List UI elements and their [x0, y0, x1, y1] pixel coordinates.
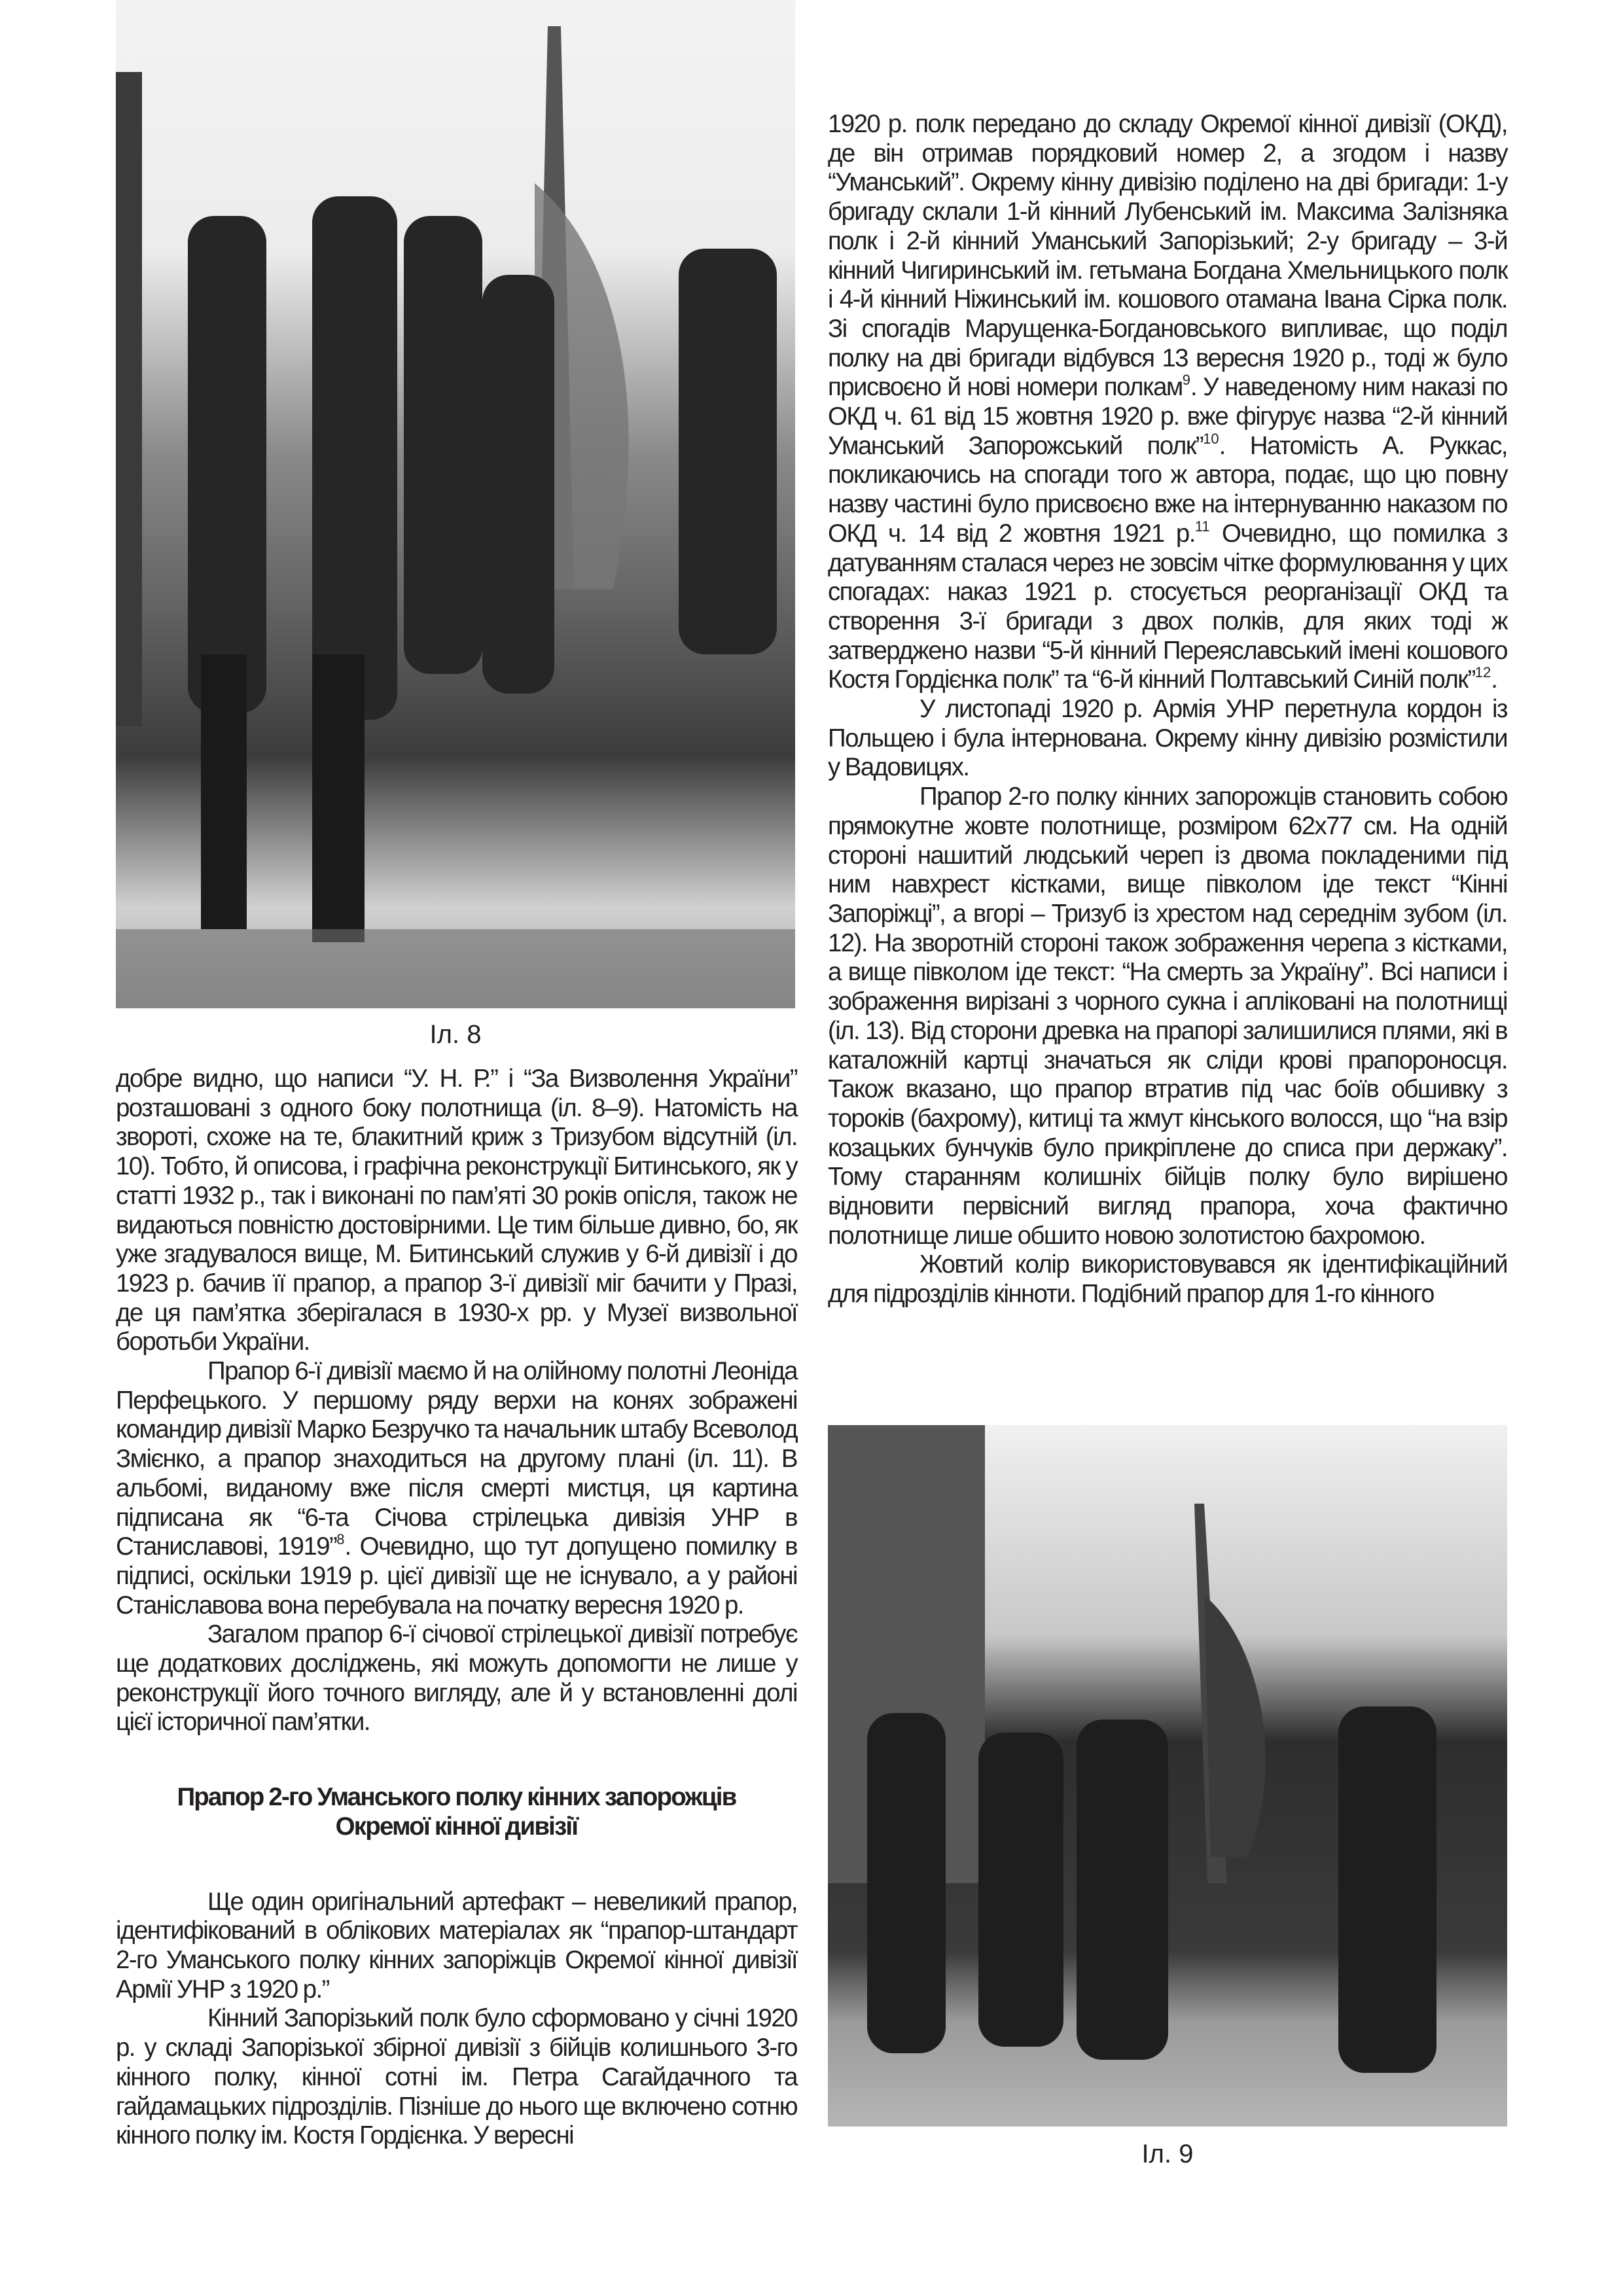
photo-placeholder-icon	[116, 0, 795, 1008]
left-column	[116, 1065, 797, 2151]
figure-8-caption: Іл. 8	[429, 1020, 482, 1049]
section-heading-line-2: Окремої кінної дивізії	[335, 1812, 578, 1841]
body-paragraph: Ще один оригінальний артефакт – невеликий прапор, ідентифікований в облікових матеріалах як “прапор-штандарт 2-го Уманського полку кінних запоріжців Окремої кінної дивізії Армії УНР з 1920 р.”	[116, 1887, 797, 2004]
figure-9-photo	[828, 1425, 1507, 2127]
footnote-ref[interactable]: 9	[1182, 372, 1191, 389]
photo-placeholder-icon	[828, 1425, 1507, 2127]
figure-9-caption: Іл. 9	[1141, 2140, 1194, 2168]
section-heading-line-1: Прапор 2-го Уманського полку кінних запорожців	[177, 1783, 736, 1812]
body-paragraph: Прапор 6-ї дивізії маємо й на олійному полотні Леоніда Перфецького. У першому ряду верхи на конях зображені командир дивізії Марко Безручко та начальник штабу Всеволод Змієнко, а прапор знаходиться на другому плані (іл. 11). В альбомі, виданому вже після смерті мистця, ця картина підписана як “6-та Січова стрілецька дивізія УНР в Станиславові, 1919”$^8$. Очевидно, що тут допущено помилку в підписі, оскільки 1919 р. цієї дивізії ще не існувало, а у районі Станіславова вона перебувала на початку вересня 1920 р.	[116, 1357, 797, 1619]
footnote-ref[interactable]: 12	[1474, 664, 1491, 681]
right-column	[828, 110, 1507, 1309]
body-paragraph: Прапор 2-го полку кінних запорожців становить собою прямокутне жовте полотнище, розміром 62х77 см. На одній стороні нашитий людський череп із двома покладеними під ним навхрест кістками, вище півколом іде текст “Кінні Запоріжці”, а вгорі – Тризуб із хрестом над середнім зубом (іл. 12). На зворотній стороні також зображення черепа з кістками, а вище півколом іде текст: “На смерть за Україну”. Всі написи і зображення вирізані з чорного сукна і апліковані на полотнищі (іл. 13). Від сторони древка на прапорі залишилися плями, які в каталожній картці значаться як сліди крові прапороносця. Також вказано, що прапор втратив під час боїв обшивку з тороків (бахрому), китиці та жмут кінського волосся, що “на взір козацьких бунчуків було прикріплене до списа при держаку”. Тому старанням колишніх бійців полку було вирішено відновити первісний вигляд прапора, хоча фактично полотнище лише обшито новою золотистою бахромою.	[828, 783, 1507, 1250]
figure-8-photo	[116, 0, 795, 1008]
body-paragraph: добре видно, що написи “У. Н. Р.” і “За Визволення України” розташовані з одного боку полотнища (іл. 8–9). Натомість на звороті, схоже на те, блакитний криж з Тризубом відсутній (іл. 10). Тобто, й описова, і графічна реконструкції Битинського, як у статті 1932 р., так і виконані по пам’яті 30 років опісля, також не видаються повністю достовірними. Це тим більше дивно, бо, як уже згадувалося вище, М. Битинський служив у 6-й дивізії і до 1923 р. бачив її прапор, а прапор 3-ї дивізії міг бачити у Празі, де ця пам’ятка зберігалася в 1930-х рр. у Музеї визвольної боротьби України.	[116, 1065, 797, 1356]
footnote-ref[interactable]: 8	[336, 1531, 345, 1548]
body-paragraph: Кінний Запорізький полк було сформовано у січні 1920 р. у складі Запорізької збірної дивізії з бійців колишнього 3-го кінного полку, кінної сотні ім. Петра Сагайдачного та гайдамацьких підрозділів. Пізніше до нього ще включено сотню кінного полку ім. Костя Гордієнка. У вересні	[116, 2004, 797, 2150]
footnote-ref[interactable]: 11	[1194, 518, 1210, 535]
body-paragraph: Жовтий колір використовувався як ідентифікаційний для підрозділів кінноти. Подібний прапор для 1-го кінного	[828, 1250, 1507, 1309]
body-paragraph: У листопаді 1920 р. Армія УНР перетнула кордон із Польщею і була інтернована. Окрему кінну дивізію розмістили у Вадовицях.	[828, 695, 1507, 782]
footnote-ref[interactable]: 10	[1203, 430, 1219, 447]
body-paragraph: 1920 р. полк передано до складу Окремої кінної дивізії (ОКД), де він отримав порядковий номер 2, а згодом і назву “Уманський”. Окрему кінну дивізію поділено на дві бригади: 1-у бригаду склали 1-й кінний Лубенський ім. Максима Залізняка полк і 2-й кінний Уманський Запорізький; 2-у бригаду – 3-й кінний Чигиринський ім. гетьмана Богдана Хмельницького полк і 4-й кінний Ніжинський ім. кошового отамана Івана Сірка полк. Зі спогадів Марущенка-Богдановського випливає, що поділ полку на дві бригади відбувся 13 вересня 1920 р., тоді ж було присвоєно й нові номери полкам$^9$. У наведеному ним наказі по ОКД ч. 61 від 15 жовтня 1920 р. вже фігурує назва “2-й кінний Уманський Запорожський полк”$^{10}$. Натомість А. Руккас, покликаючись на спогади того ж автора, подає, що цю повну назву частині було присвоєно вже на інтернуванню наказом по ОКД ч. 14 від 2 жовтня 1921 р.$^{11}$ Очевидно, що помилка з датуванням сталася через не зовсім чітке формулювання у цих спогадах: наказ 1921 р. стосується реорганізації ОКД та створення 3-ї бригади з двох полків, для яких тоді ж затверджено назви “5-й кінний Переяславський імені кошового Костя Гордієнка полк” та “6-й кінний Полтавський Синій полк”$^{12}$.	[828, 110, 1507, 694]
body-paragraph: Загалом прапор 6-ї січової стрілецької дивізії потребує ще додаткових досліджень, які можуть допомогти не лише у реконструкції його точного вигляду, але й у встановленні долі цієї історичної пам’ятки.	[116, 1620, 797, 1737]
